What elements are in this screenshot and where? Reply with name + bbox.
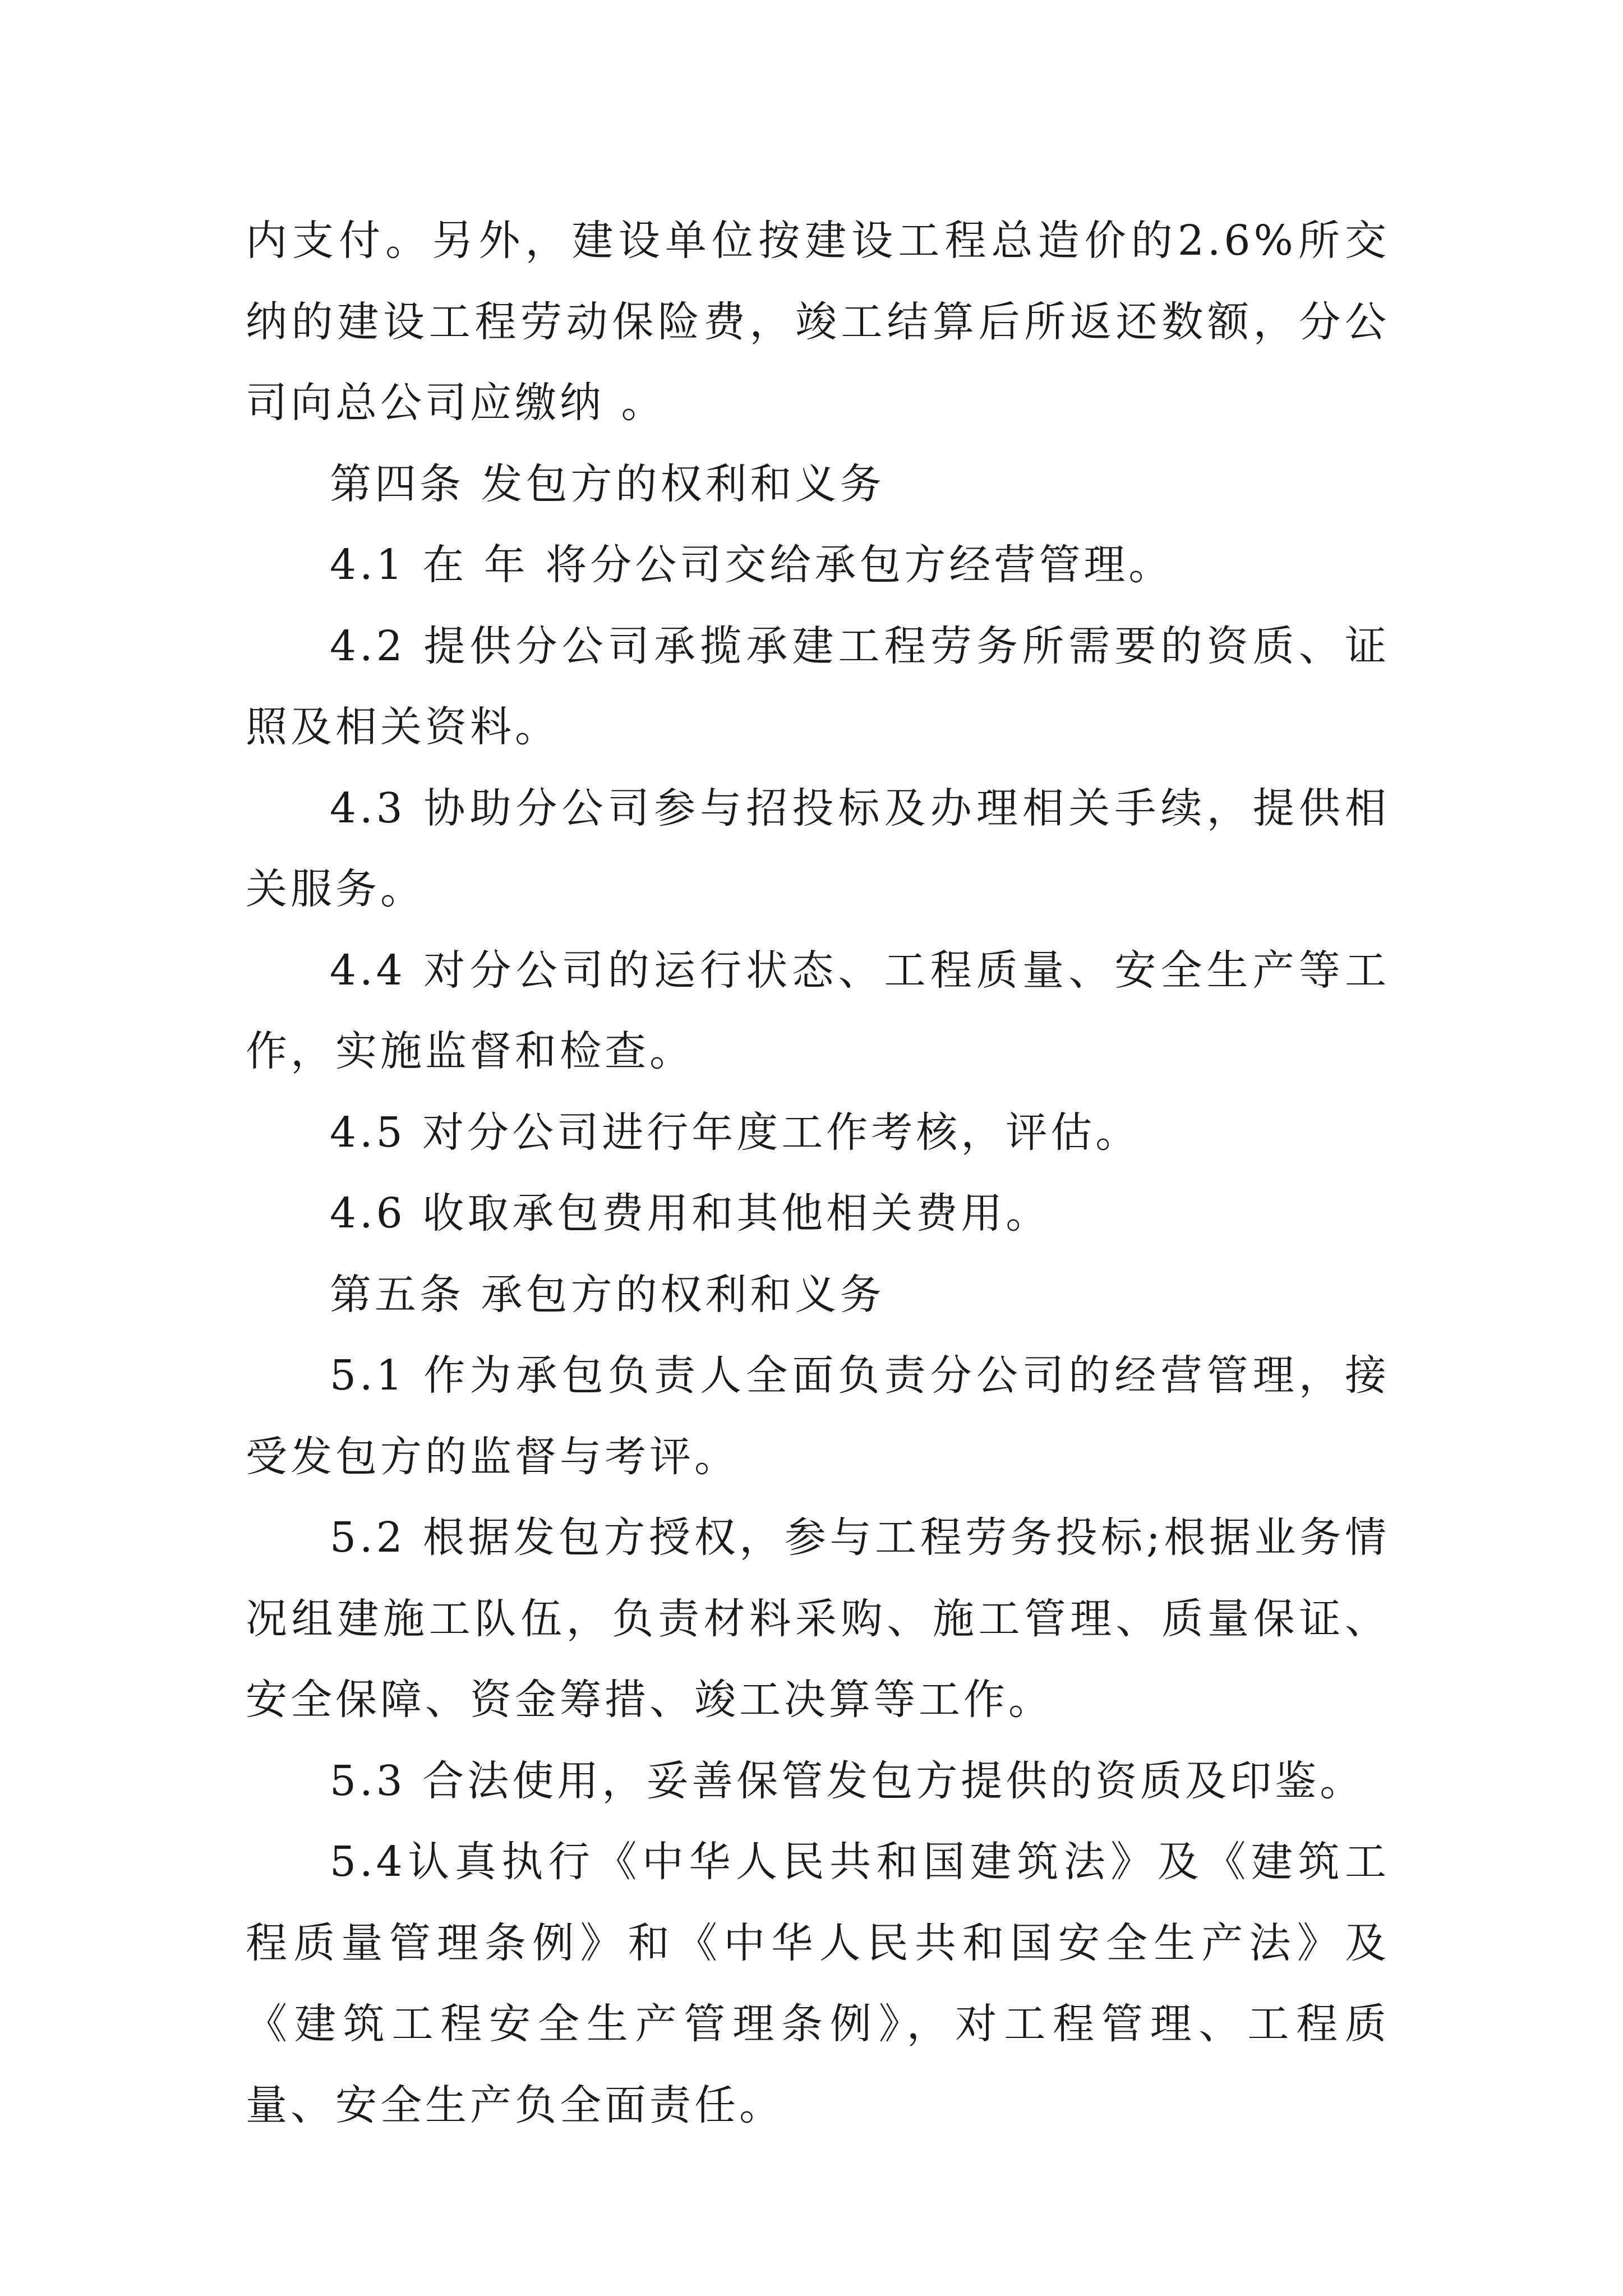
document-body [246,200,1390,2146]
clause-5-1: 5.1 作为承包负责人全面负责分公司的经营管理，接受发包方的监督与考评。 [246,1351,1390,1481]
clause-4-4: 4.4 对分公司的运行状态、工程质量、安全生产等工作，实施监督和检查。 [246,946,1390,1075]
clause-5-4: 5.4认真执行《中华人民共和国建筑法》及《建筑工程质量管理条例》和《中华人民共和国安全生产法》及《建筑工程安全生产管理条例》，对工程管理、工程质量、安全生产负全面责任。 [246,1838,1390,2129]
clause-5-2: 5.2 根据发包方授权，参与工程劳务投标;根据业务情况组建施工队伍，负责材料采购、施工管理、质量保证、安全保障、资金筹措、竣工决算等工作。 [246,1513,1390,1724]
clause-4-6: 4.6 收取承包费用和其他相关费用。 [330,1189,1051,1237]
section-heading-article-4: 第四条 发包方的权利和义务 [330,459,885,508]
clause-4-3: 4.3 协助分公司参与招投标及办理相关手续，提供相关服务。 [246,784,1390,913]
clause-4-2: 4.2 提供分公司承揽承建工程劳务所需要的资质、证照及相关资料。 [246,622,1390,751]
section-heading-article-5: 第五条 承包方的权利和义务 [330,1270,885,1319]
clause-4-1: 4.1 在 年 将分公司交给承包方经营管理。 [330,541,1174,589]
clause-4-5: 4.5 对分公司进行年度工作考核，评估。 [330,1108,1141,1157]
paragraph-continuation: 内支付。另外，建设单位按建设工程总造价的2.6%所交纳的建设工程劳动保险费，竣工结算后所返还数额，分公司向总公司应缴纳 。 [246,217,1390,427]
clause-5-3: 5.3 合法使用，妥善保管发包方提供的资质及印鉴。 [330,1756,1365,1805]
